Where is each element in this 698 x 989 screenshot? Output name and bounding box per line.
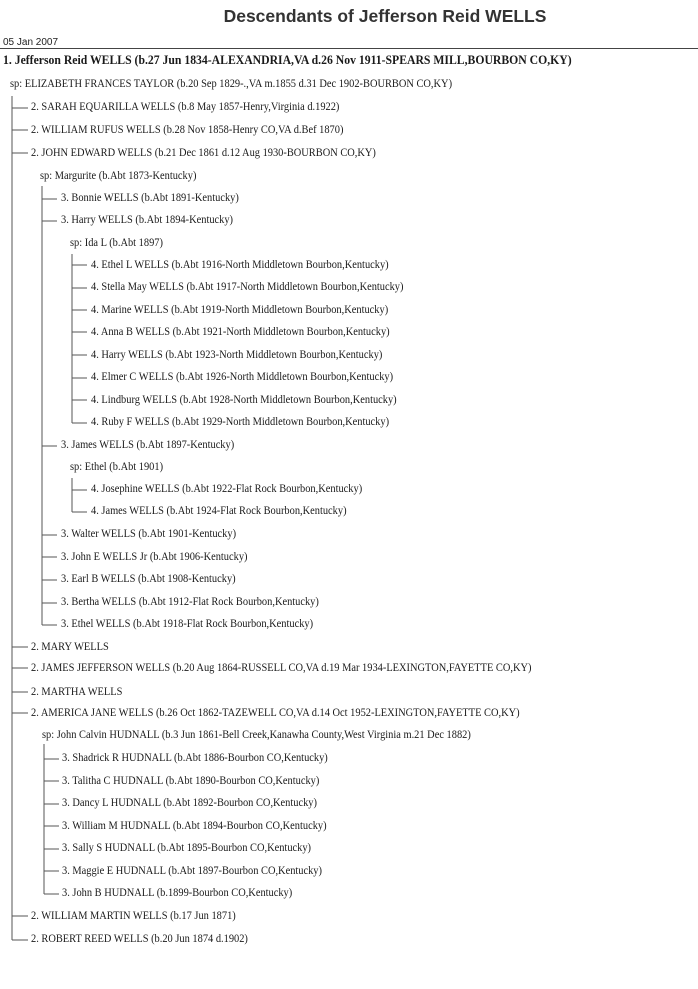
descendant-entry: 4. Josephine WELLS (b.Abt 1922-Flat Rock Bourbon,Kentucky): [91, 483, 363, 495]
descendant-entry: 3. Earl B WELLS (b.Abt 1908-Kentucky): [61, 573, 236, 585]
descendant-entry: 2. WILLIAM MARTIN WELLS (b.17 Jun 1871): [31, 910, 236, 922]
descendant-entry: 3. John E WELLS Jr (b.Abt 1906-Kentucky): [61, 551, 248, 563]
descendant-entry: 3. Ethel WELLS (b.Abt 1918-Flat Rock Bourbon,Kentucky): [61, 618, 314, 630]
report-date: 05 Jan 2007: [3, 37, 59, 48]
descendant-entry: 2. JAMES JEFFERSON WELLS (b.20 Aug 1864-RUSSELL CO,VA d.19 Mar 1934-LEXINGTON,FAYETTE CO,KY): [31, 662, 532, 674]
descendant-entry: 3. Bertha WELLS (b.Abt 1912-Flat Rock Bourbon,Kentucky): [61, 596, 319, 608]
descendant-entry: 2. ROBERT REED WELLS (b.20 Jun 1874 d.1902): [31, 933, 248, 945]
spouse-entry: sp: John Calvin HUDNALL (b.3 Jun 1861-Bell Creek,Kanawha County,West Virginia m.21 Dec 1882): [42, 729, 471, 741]
descendant-entry: 2. AMERICA JANE WELLS (b.26 Oct 1862-TAZEWELL CO,VA d.14 Oct 1952-LEXINGTON,FAYETTE CO,KY): [31, 707, 520, 719]
page-title: Descendants of Jefferson Reid WELLS: [223, 6, 547, 26]
descendant-entry: 3. John B HUDNALL (b.1899-Bourbon CO,Kentucky): [62, 887, 293, 899]
descendant-entry: 2. SARAH EQUARILLA WELLS (b.8 May 1857-Henry,Virginia d.1922): [31, 101, 340, 113]
descendant-entry: 4. Ethel L WELLS (b.Abt 1916-North Middletown Bourbon,Kentucky): [91, 259, 389, 271]
descendant-entry: 4. Stella May WELLS (b.Abt 1917-North Middletown Bourbon,Kentucky): [91, 281, 404, 293]
descendant-entry: 4. James WELLS (b.Abt 1924-Flat Rock Bourbon,Kentucky): [91, 505, 347, 517]
descendant-entry: 3. Shadrick R HUDNALL (b.Abt 1886-Bourbon CO,Kentucky): [62, 752, 328, 764]
descendant-entry: 3. Dancy L HUDNALL (b.Abt 1892-Bourbon CO,Kentucky): [62, 797, 317, 809]
descendant-entry: 2. WILLIAM RUFUS WELLS (b.28 Nov 1858-Henry CO,VA d.Bef 1870): [31, 124, 344, 136]
descendant-entry: 4. Harry WELLS (b.Abt 1923-North Middletown Bourbon,Kentucky): [91, 349, 383, 361]
root-person: 1. Jefferson Reid WELLS (b.27 Jun 1834-ALEXANDRIA,VA d.26 Nov 1911-SPEARS MILL,BOURBON CO,KY): [3, 53, 572, 67]
spouse-entry: sp: Ethel (b.Abt 1901): [70, 461, 164, 473]
descendant-entry: 4. Marine WELLS (b.Abt 1919-North Middletown Bourbon,Kentucky): [91, 304, 389, 316]
descendant-entry: 3. Walter WELLS (b.Abt 1901-Kentucky): [61, 528, 237, 540]
descendant-entry: 2. MARTHA WELLS: [31, 686, 123, 698]
descendant-entry: 3. Maggie E HUDNALL (b.Abt 1897-Bourbon CO,Kentucky): [62, 865, 322, 877]
descendant-entry: 3. Bonnie WELLS (b.Abt 1891-Kentucky): [61, 192, 239, 204]
descendant-entry: 4. Ruby F WELLS (b.Abt 1929-North Middletown Bourbon,Kentucky): [91, 416, 390, 428]
descendant-entry: 2. JOHN EDWARD WELLS (b.21 Dec 1861 d.12 Aug 1930-BOURBON CO,KY): [31, 147, 376, 159]
descendant-entry: 4. Elmer C WELLS (b.Abt 1926-North Middletown Bourbon,Kentucky): [91, 371, 394, 383]
spouse-entry: sp: Margurite (b.Abt 1873-Kentucky): [40, 170, 197, 182]
descendant-entry: 3. Sally S HUDNALL (b.Abt 1895-Bourbon CO,Kentucky): [62, 842, 312, 854]
spouse-entry: sp: Ida L (b.Abt 1897): [70, 237, 163, 249]
descendant-entry: 3. Talitha C HUDNALL (b.Abt 1890-Bourbon CO,Kentucky): [62, 775, 320, 787]
descendant-entry: 3. William M HUDNALL (b.Abt 1894-Bourbon CO,Kentucky): [62, 820, 327, 832]
descendant-entry: 4. Lindburg WELLS (b.Abt 1928-North Middletown Bourbon,Kentucky): [91, 394, 397, 406]
descendant-entry: 2. MARY WELLS: [31, 641, 109, 653]
header-rule: [0, 48, 698, 49]
descendant-entry: 3. James WELLS (b.Abt 1897-Kentucky): [61, 439, 235, 451]
descendant-entry: 3. Harry WELLS (b.Abt 1894-Kentucky): [61, 214, 234, 226]
spouse-entry: sp: ELIZABETH FRANCES TAYLOR (b.20 Sep 1829-.,VA m.1855 d.31 Dec 1902-BOURBON CO,KY): [10, 78, 453, 90]
descendant-entry: 4. Anna B WELLS (b.Abt 1921-North Middletown Bourbon,Kentucky): [91, 326, 390, 338]
